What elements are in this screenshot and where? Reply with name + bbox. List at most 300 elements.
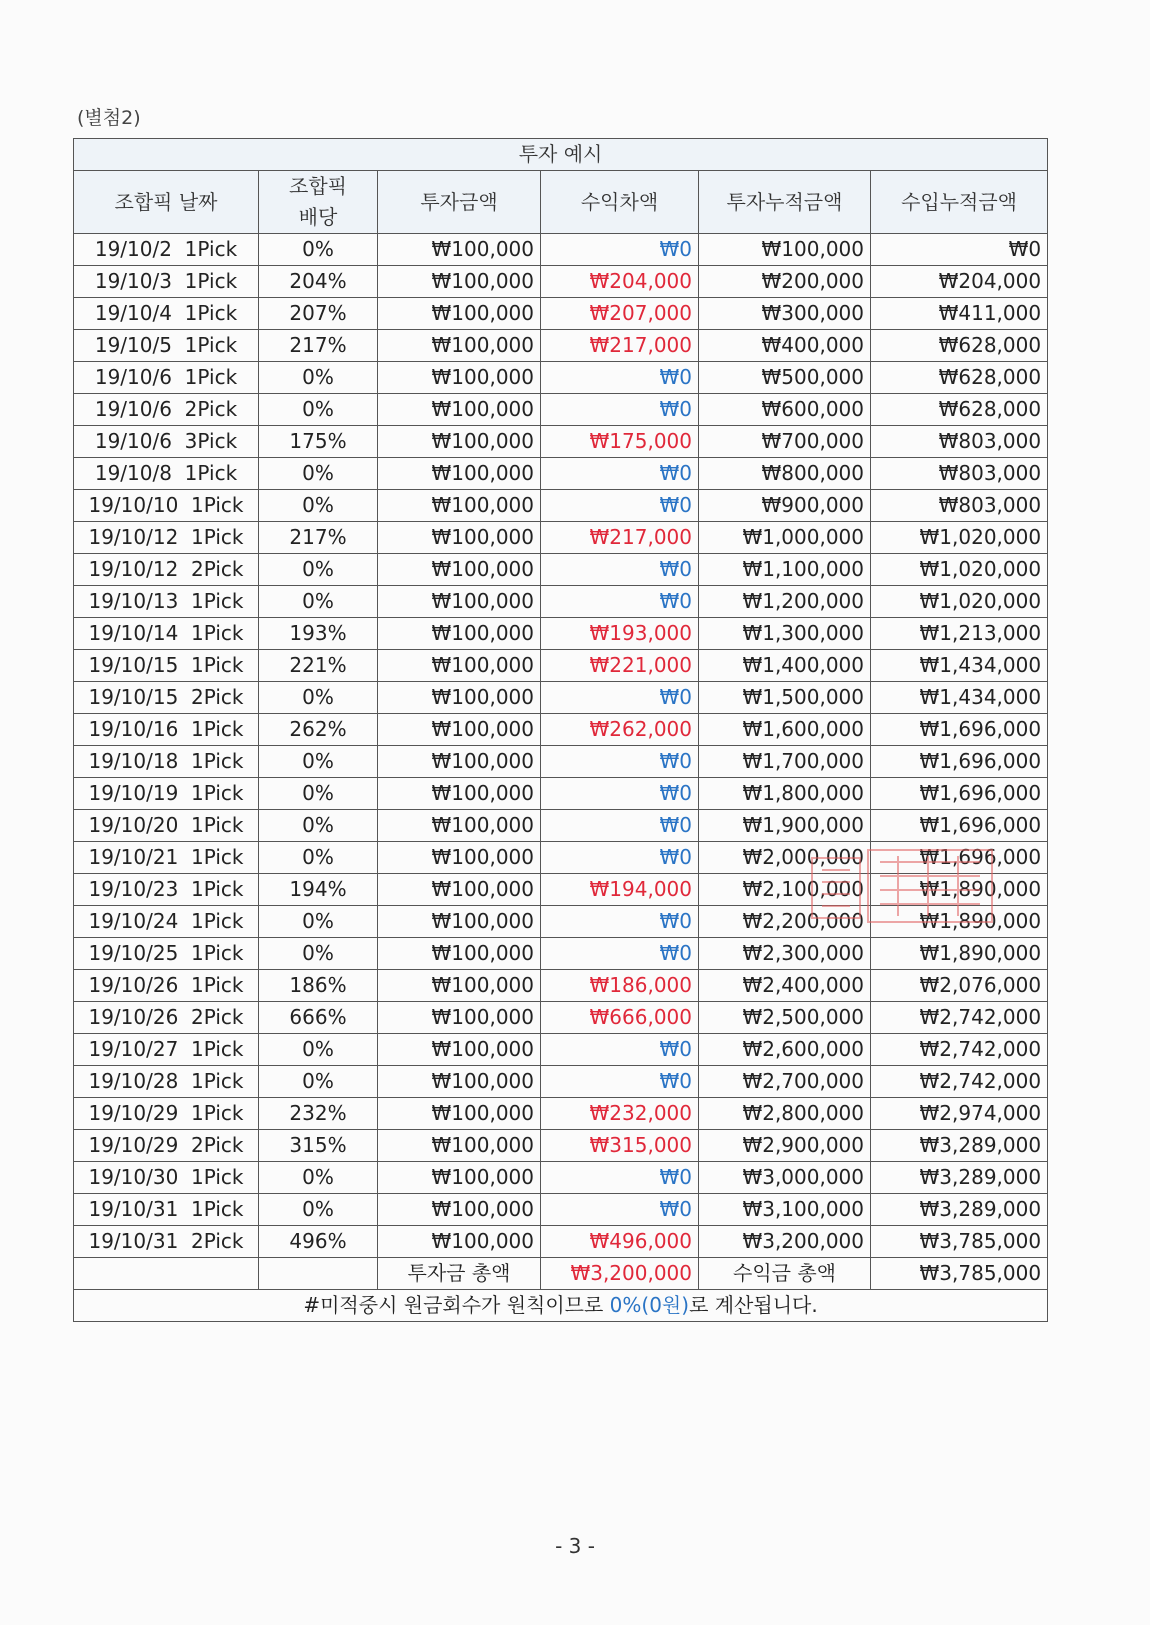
cell-cum-invest: ₩900,000 <box>699 490 871 522</box>
cell-pick-value: 1Pick <box>191 1197 244 1221</box>
cell-profit: ₩194,000 <box>541 874 699 906</box>
table-row <box>74 586 1048 618</box>
cell-invest: ₩100,000 <box>378 1066 541 1098</box>
cell-invest: ₩100,000 <box>378 330 541 362</box>
cell-date-value: 19/10/4 <box>94 301 172 325</box>
cell-date <box>74 682 259 714</box>
cell-rate: 175% <box>259 426 378 458</box>
cell-cum-income: ₩1,020,000 <box>871 554 1048 586</box>
cell-date-value: 19/10/25 <box>88 941 179 965</box>
cell-cum-invest: ₩2,800,000 <box>699 1098 871 1130</box>
cell-cum-invest: ₩1,500,000 <box>699 682 871 714</box>
cell-invest: ₩100,000 <box>378 586 541 618</box>
cell-cum-income: ₩1,213,000 <box>871 618 1048 650</box>
cell-cum-income: ₩3,289,000 <box>871 1130 1048 1162</box>
header-rate <box>259 171 378 234</box>
cell-invest: ₩100,000 <box>378 970 541 1002</box>
header-rate-line2: 배당 <box>298 205 338 229</box>
table-row <box>74 234 1048 266</box>
cell-invest: ₩100,000 <box>378 938 541 970</box>
cell-date <box>74 650 259 682</box>
header-date: 조합픽 날짜 <box>74 171 259 234</box>
cell-cum-invest: ₩300,000 <box>699 298 871 330</box>
cell-date-value: 19/10/19 <box>88 781 179 805</box>
cell-rate: 221% <box>259 650 378 682</box>
totals-empty-2 <box>259 1258 378 1290</box>
cell-cum-income: ₩2,742,000 <box>871 1002 1048 1034</box>
cell-rate: 0% <box>259 458 378 490</box>
cell-profit: ₩0 <box>541 362 699 394</box>
page-number: - 3 - <box>555 1534 595 1558</box>
cell-cum-income: ₩1,890,000 <box>871 874 1048 906</box>
cell-invest: ₩100,000 <box>378 1194 541 1226</box>
cell-date <box>74 938 259 970</box>
cell-date <box>74 906 259 938</box>
cell-invest: ₩100,000 <box>378 746 541 778</box>
cell-profit: ₩186,000 <box>541 970 699 1002</box>
cell-date <box>74 490 259 522</box>
cell-profit: ₩0 <box>541 458 699 490</box>
cell-date <box>74 330 259 362</box>
cell-date-value: 19/10/27 <box>88 1037 179 1061</box>
cell-cum-invest: ₩200,000 <box>699 266 871 298</box>
cell-rate: 262% <box>259 714 378 746</box>
cell-pick-value: 2Pick <box>191 1005 244 1029</box>
cell-date <box>74 426 259 458</box>
table-row <box>74 938 1048 970</box>
cell-rate: 193% <box>259 618 378 650</box>
cell-invest: ₩100,000 <box>378 810 541 842</box>
table-row <box>74 394 1048 426</box>
cell-rate: 0% <box>259 1162 378 1194</box>
cell-date <box>74 810 259 842</box>
table-row <box>74 330 1048 362</box>
cell-cum-invest: ₩1,000,000 <box>699 522 871 554</box>
cell-cum-invest: ₩800,000 <box>699 458 871 490</box>
cell-cum-income: ₩1,696,000 <box>871 714 1048 746</box>
cell-invest: ₩100,000 <box>378 394 541 426</box>
cell-date <box>74 586 259 618</box>
table-row <box>74 1034 1048 1066</box>
cell-date <box>74 362 259 394</box>
cell-cum-income: ₩3,289,000 <box>871 1162 1048 1194</box>
cell-cum-invest: ₩1,300,000 <box>699 618 871 650</box>
cell-cum-income: ₩2,974,000 <box>871 1098 1048 1130</box>
table-row <box>74 810 1048 842</box>
table-header-row <box>74 171 1048 234</box>
header-rate-line1: 조합픽 <box>289 174 347 198</box>
attachment-label: (별첨2) <box>77 107 141 129</box>
cell-pick-value: 2Pick <box>191 557 244 581</box>
table-row <box>74 1194 1048 1226</box>
table-row <box>74 874 1048 906</box>
cell-date-value: 19/10/29 <box>88 1133 179 1157</box>
cell-pick-value: 1Pick <box>184 461 238 485</box>
cell-cum-income: ₩1,696,000 <box>871 778 1048 810</box>
cell-cum-invest: ₩3,200,000 <box>699 1226 871 1258</box>
table-row <box>74 426 1048 458</box>
cell-profit: ₩0 <box>541 810 699 842</box>
invest-total-label: 투자금 총액 <box>378 1258 541 1290</box>
cell-cum-income: ₩411,000 <box>871 298 1048 330</box>
cell-invest: ₩100,000 <box>378 1034 541 1066</box>
cell-cum-invest: ₩100,000 <box>699 234 871 266</box>
cell-cum-income: ₩1,696,000 <box>871 842 1048 874</box>
cell-profit: ₩0 <box>541 394 699 426</box>
cell-cum-invest: ₩2,000,000 <box>699 842 871 874</box>
cell-date-value: 19/10/21 <box>88 845 179 869</box>
cell-date <box>74 970 259 1002</box>
table-row <box>74 490 1048 522</box>
cell-cum-income: ₩3,785,000 <box>871 1226 1048 1258</box>
header-cum-income: 수입누적금액 <box>871 171 1048 234</box>
cell-cum-invest: ₩2,200,000 <box>699 906 871 938</box>
cell-date <box>74 1066 259 1098</box>
cell-invest: ₩100,000 <box>378 362 541 394</box>
table-title-row <box>74 139 1048 171</box>
cell-profit: ₩0 <box>541 1194 699 1226</box>
cell-date <box>74 778 259 810</box>
cell-pick-value: 2Pick <box>191 685 244 709</box>
cell-cum-invest: ₩2,600,000 <box>699 1034 871 1066</box>
cell-invest: ₩100,000 <box>378 618 541 650</box>
cell-pick-value: 1Pick <box>191 909 244 933</box>
cell-rate: 207% <box>259 298 378 330</box>
cell-pick-value: 3Pick <box>184 429 238 453</box>
invest-total-value: ₩3,200,000 <box>541 1258 699 1290</box>
totals-empty-1 <box>74 1258 259 1290</box>
cell-cum-invest: ₩1,900,000 <box>699 810 871 842</box>
cell-cum-invest: ₩700,000 <box>699 426 871 458</box>
cell-profit: ₩0 <box>541 1162 699 1194</box>
cell-rate: 217% <box>259 330 378 362</box>
cell-invest: ₩100,000 <box>378 714 541 746</box>
table-row <box>74 650 1048 682</box>
income-total-value: ₩3,785,000 <box>871 1258 1048 1290</box>
cell-pick-value: 1Pick <box>191 941 244 965</box>
table-row <box>74 970 1048 1002</box>
cell-rate: 0% <box>259 938 378 970</box>
cell-pick-value: 1Pick <box>191 493 244 517</box>
cell-date-value: 19/10/12 <box>88 557 179 581</box>
table-row <box>74 618 1048 650</box>
cell-date-value: 19/10/16 <box>88 717 179 741</box>
cell-invest: ₩100,000 <box>378 522 541 554</box>
cell-cum-income: ₩2,076,000 <box>871 970 1048 1002</box>
cell-invest: ₩100,000 <box>378 266 541 298</box>
table-row <box>74 1130 1048 1162</box>
cell-pick-value: 1Pick <box>184 365 238 389</box>
cell-cum-invest: ₩600,000 <box>699 394 871 426</box>
cell-pick-value: 1Pick <box>191 589 244 613</box>
header-cum-invest: 투자누적금액 <box>699 171 871 234</box>
cell-profit: ₩0 <box>541 234 699 266</box>
table-row <box>74 458 1048 490</box>
cell-profit: ₩232,000 <box>541 1098 699 1130</box>
cell-cum-income: ₩2,742,000 <box>871 1066 1048 1098</box>
cell-profit: ₩0 <box>541 1066 699 1098</box>
cell-rate: 204% <box>259 266 378 298</box>
cell-date-value: 19/10/26 <box>88 1005 179 1029</box>
cell-date <box>74 746 259 778</box>
cell-date-value: 19/10/14 <box>88 621 179 645</box>
cell-cum-income: ₩1,434,000 <box>871 682 1048 714</box>
cell-profit: ₩0 <box>541 586 699 618</box>
cell-date <box>74 554 259 586</box>
cell-date-value: 19/10/10 <box>88 493 179 517</box>
cell-date <box>74 842 259 874</box>
cell-date <box>74 1226 259 1258</box>
note-text-after: 로 계산됩니다. <box>689 1293 818 1317</box>
cell-invest: ₩100,000 <box>378 298 541 330</box>
cell-cum-income: ₩204,000 <box>871 266 1048 298</box>
cell-rate: 0% <box>259 394 378 426</box>
cell-pick-value: 1Pick <box>191 1037 244 1061</box>
cell-date <box>74 394 259 426</box>
cell-invest: ₩100,000 <box>378 1002 541 1034</box>
cell-rate: 0% <box>259 490 378 522</box>
cell-pick-value: 2Pick <box>184 397 238 421</box>
cell-profit: ₩207,000 <box>541 298 699 330</box>
table-row <box>74 554 1048 586</box>
cell-cum-income: ₩0 <box>871 234 1048 266</box>
cell-date-value: 19/10/24 <box>88 909 179 933</box>
cell-pick-value: 1Pick <box>191 813 244 837</box>
cell-cum-income: ₩803,000 <box>871 458 1048 490</box>
cell-rate: 0% <box>259 554 378 586</box>
cell-cum-income: ₩803,000 <box>871 490 1048 522</box>
cell-date-value: 19/10/31 <box>88 1197 179 1221</box>
cell-pick-value: 1Pick <box>191 717 244 741</box>
cell-cum-invest: ₩400,000 <box>699 330 871 362</box>
cell-rate: 0% <box>259 682 378 714</box>
header-invest: 투자금액 <box>378 171 541 234</box>
cell-rate: 0% <box>259 746 378 778</box>
cell-date-value: 19/10/13 <box>88 589 179 613</box>
cell-cum-income: ₩1,890,000 <box>871 938 1048 970</box>
cell-invest: ₩100,000 <box>378 682 541 714</box>
cell-cum-income: ₩1,696,000 <box>871 746 1048 778</box>
cell-cum-income: ₩1,434,000 <box>871 650 1048 682</box>
note-cell <box>74 1290 1048 1322</box>
cell-date-value: 19/10/31 <box>88 1229 179 1253</box>
cell-date-value: 19/10/28 <box>88 1069 179 1093</box>
cell-invest: ₩100,000 <box>378 234 541 266</box>
cell-rate: 0% <box>259 1034 378 1066</box>
cell-profit: ₩0 <box>541 906 699 938</box>
cell-pick-value: 1Pick <box>184 237 238 261</box>
table-row <box>74 842 1048 874</box>
cell-pick-value: 1Pick <box>191 621 244 645</box>
cell-profit: ₩496,000 <box>541 1226 699 1258</box>
cell-profit: ₩217,000 <box>541 522 699 554</box>
cell-date <box>74 234 259 266</box>
cell-rate: 496% <box>259 1226 378 1258</box>
cell-profit: ₩0 <box>541 778 699 810</box>
cell-rate: 0% <box>259 1066 378 1098</box>
cell-cum-invest: ₩2,400,000 <box>699 970 871 1002</box>
cell-cum-income: ₩2,742,000 <box>871 1034 1048 1066</box>
table-row <box>74 1226 1048 1258</box>
cell-invest: ₩100,000 <box>378 906 541 938</box>
cell-rate: 0% <box>259 362 378 394</box>
cell-rate: 315% <box>259 1130 378 1162</box>
cell-invest: ₩100,000 <box>378 778 541 810</box>
cell-date-value: 19/10/5 <box>94 333 172 357</box>
investment-example-table <box>73 138 1048 1322</box>
cell-date <box>74 458 259 490</box>
cell-invest: ₩100,000 <box>378 650 541 682</box>
cell-invest: ₩100,000 <box>378 1130 541 1162</box>
table-row <box>74 1066 1048 1098</box>
note-row <box>74 1290 1048 1322</box>
cell-date <box>74 1002 259 1034</box>
cell-pick-value: 1Pick <box>184 333 238 357</box>
cell-profit: ₩175,000 <box>541 426 699 458</box>
cell-profit: ₩315,000 <box>541 1130 699 1162</box>
table-row <box>74 266 1048 298</box>
cell-invest: ₩100,000 <box>378 1098 541 1130</box>
cell-date <box>74 618 259 650</box>
cell-date <box>74 714 259 746</box>
cell-pick-value: 1Pick <box>184 269 238 293</box>
cell-profit: ₩193,000 <box>541 618 699 650</box>
cell-cum-invest: ₩1,700,000 <box>699 746 871 778</box>
cell-pick-value: 1Pick <box>191 749 244 773</box>
cell-profit: ₩0 <box>541 554 699 586</box>
table-row <box>74 682 1048 714</box>
cell-profit: ₩0 <box>541 842 699 874</box>
cell-rate: 186% <box>259 970 378 1002</box>
table-row <box>74 746 1048 778</box>
cell-invest: ₩100,000 <box>378 458 541 490</box>
cell-date-value: 19/10/15 <box>88 685 179 709</box>
table-row <box>74 778 1048 810</box>
cell-invest: ₩100,000 <box>378 426 541 458</box>
cell-cum-income: ₩803,000 <box>871 426 1048 458</box>
cell-invest: ₩100,000 <box>378 842 541 874</box>
cell-profit: ₩0 <box>541 746 699 778</box>
cell-cum-income: ₩1,696,000 <box>871 810 1048 842</box>
table-row <box>74 362 1048 394</box>
cell-cum-income: ₩1,020,000 <box>871 586 1048 618</box>
cell-cum-invest: ₩2,100,000 <box>699 874 871 906</box>
cell-cum-income: ₩628,000 <box>871 362 1048 394</box>
note-text-before: #미적중시 원금회수가 원칙이므로 <box>303 1293 610 1317</box>
cell-profit: ₩262,000 <box>541 714 699 746</box>
table-row <box>74 1002 1048 1034</box>
cell-date <box>74 522 259 554</box>
cell-cum-income: ₩1,890,000 <box>871 906 1048 938</box>
cell-cum-invest: ₩2,900,000 <box>699 1130 871 1162</box>
cell-date-value: 19/10/26 <box>88 973 179 997</box>
cell-cum-invest: ₩3,100,000 <box>699 1194 871 1226</box>
cell-pick-value: 1Pick <box>191 845 244 869</box>
cell-pick-value: 1Pick <box>191 1101 244 1125</box>
cell-rate: 0% <box>259 1194 378 1226</box>
cell-pick-value: 1Pick <box>191 877 244 901</box>
cell-date-value: 19/10/6 <box>94 365 172 389</box>
cell-profit: ₩0 <box>541 490 699 522</box>
cell-pick-value: 2Pick <box>191 1229 244 1253</box>
note-text-highlight: 0%(0원) <box>609 1293 690 1317</box>
cell-date <box>74 266 259 298</box>
cell-cum-income: ₩3,289,000 <box>871 1194 1048 1226</box>
cell-profit: ₩204,000 <box>541 266 699 298</box>
cell-profit: ₩221,000 <box>541 650 699 682</box>
cell-date-value: 19/10/6 <box>94 429 172 453</box>
cell-cum-invest: ₩1,600,000 <box>699 714 871 746</box>
cell-cum-invest: ₩1,100,000 <box>699 554 871 586</box>
cell-date-value: 19/10/3 <box>94 269 172 293</box>
cell-invest: ₩100,000 <box>378 1162 541 1194</box>
cell-cum-invest: ₩2,700,000 <box>699 1066 871 1098</box>
cell-rate: 0% <box>259 234 378 266</box>
cell-cum-invest: ₩3,000,000 <box>699 1162 871 1194</box>
table-body <box>74 234 1048 1258</box>
cell-cum-invest: ₩2,300,000 <box>699 938 871 970</box>
cell-profit: ₩666,000 <box>541 1002 699 1034</box>
cell-cum-invest: ₩2,500,000 <box>699 1002 871 1034</box>
cell-profit: ₩0 <box>541 682 699 714</box>
cell-rate: 666% <box>259 1002 378 1034</box>
cell-date <box>74 874 259 906</box>
cell-date <box>74 1098 259 1130</box>
cell-rate: 0% <box>259 842 378 874</box>
cell-invest: ₩100,000 <box>378 874 541 906</box>
header-profit: 수익차액 <box>541 171 699 234</box>
table-row <box>74 714 1048 746</box>
cell-pick-value: 1Pick <box>191 781 244 805</box>
cell-rate: 0% <box>259 778 378 810</box>
cell-rate: 194% <box>259 874 378 906</box>
cell-date <box>74 1130 259 1162</box>
cell-pick-value: 1Pick <box>191 653 244 677</box>
cell-rate: 232% <box>259 1098 378 1130</box>
cell-pick-value: 1Pick <box>191 1165 244 1189</box>
cell-rate: 217% <box>259 522 378 554</box>
cell-cum-invest: ₩1,400,000 <box>699 650 871 682</box>
cell-pick-value: 1Pick <box>191 1069 244 1093</box>
table-row <box>74 298 1048 330</box>
cell-date-value: 19/10/23 <box>88 877 179 901</box>
cell-date <box>74 1194 259 1226</box>
cell-date-value: 19/10/8 <box>94 461 172 485</box>
cell-profit: ₩0 <box>541 938 699 970</box>
cell-date-value: 19/10/2 <box>94 237 172 261</box>
cell-cum-invest: ₩500,000 <box>699 362 871 394</box>
cell-date-value: 19/10/30 <box>88 1165 179 1189</box>
cell-date <box>74 1034 259 1066</box>
cell-date-value: 19/10/20 <box>88 813 179 837</box>
totals-row <box>74 1258 1048 1290</box>
table-row <box>74 522 1048 554</box>
cell-date-value: 19/10/15 <box>88 653 179 677</box>
cell-date <box>74 1162 259 1194</box>
cell-date-value: 19/10/18 <box>88 749 179 773</box>
cell-rate: 0% <box>259 586 378 618</box>
cell-date-value: 19/10/6 <box>94 397 172 421</box>
cell-profit: ₩0 <box>541 1034 699 1066</box>
cell-cum-income: ₩628,000 <box>871 394 1048 426</box>
income-total-label: 수익금 총액 <box>699 1258 871 1290</box>
cell-date-value: 19/10/12 <box>88 525 179 549</box>
cell-cum-income: ₩1,020,000 <box>871 522 1048 554</box>
cell-invest: ₩100,000 <box>378 1226 541 1258</box>
cell-cum-invest: ₩1,800,000 <box>699 778 871 810</box>
cell-profit: ₩217,000 <box>541 330 699 362</box>
cell-date <box>74 298 259 330</box>
